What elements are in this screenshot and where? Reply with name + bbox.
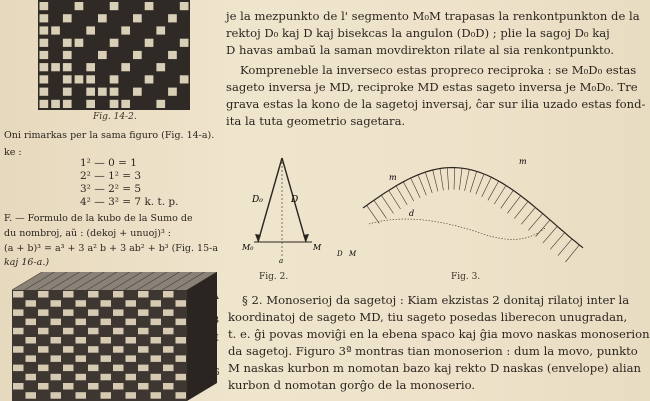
fig3-label-M: M xyxy=(349,250,357,258)
text-line: koordinatoj de sageto MD, tiu sageto posedas liberecon unugradan, xyxy=(228,310,628,324)
text-line: rektoj D₀ kaj D kaj bisekcas la angulon (D₀D) ; plie la sagoj D₀ kaj xyxy=(226,26,610,40)
fig2-label-a: a xyxy=(279,257,284,265)
equation-line: 2² — 1² = 3 xyxy=(80,170,142,182)
fig-2-diagram xyxy=(240,150,325,265)
text-line: je la mezpunkto de l' segmento M₀M trapasas la renkontpunkton de la xyxy=(226,9,640,23)
paragraph-3 xyxy=(228,292,650,394)
fig2-label-d: D xyxy=(291,195,299,205)
formula-line-3: (a + b)³ = a³ + 3 a² b + 3 ab² + b³ (Fig. 15-a xyxy=(4,243,219,254)
side-letter: E xyxy=(212,333,219,344)
text-line: t. e. ĝi povas moviĝi en la ebena spaco kaj ĝia movo naskas monoserion xyxy=(228,327,650,341)
text-line: kurbon d nomotan gorĝo de la monoserio. xyxy=(228,378,476,392)
side-letter: G xyxy=(212,367,220,378)
remark-line-2: ke : xyxy=(4,147,22,158)
fig3-label-m-left: m xyxy=(389,173,397,182)
fig3-label-m-top: m xyxy=(519,157,527,166)
fig2-label-d0: D₀ xyxy=(252,195,263,205)
difference-of-squares-equations xyxy=(80,157,178,209)
equation-line: 1² — 0 = 1 xyxy=(80,157,137,169)
formula-line-1: F. — Formulo de la kubo de la Sumo de xyxy=(4,213,193,224)
fig-3-caption: Fig. 3. xyxy=(451,272,481,282)
formula-line-2: du nombroj, aŭ : (dekoj + unuoj)³ : xyxy=(4,228,172,239)
fig3-label-d: d xyxy=(409,209,415,218)
side-letter: B xyxy=(212,315,219,326)
fig-3-diagram xyxy=(333,138,595,268)
fig3-label-D: D xyxy=(337,250,343,258)
fig-14-2-caption: Fig. 14-2. xyxy=(93,112,137,122)
fig2-label-m0: M₀ xyxy=(242,243,254,252)
fig-2-caption: Fig. 2. xyxy=(259,272,289,282)
paragraph-2 xyxy=(226,62,645,130)
fig-14-2-grid-illustration xyxy=(38,0,190,110)
text-line: sageto inversa je MD, reciproke MD estas sageto inversa je M₀D₀. Tre xyxy=(226,80,638,94)
equation-line: 4² — 3² = 7 k. t. p. xyxy=(80,196,179,208)
text-line: Kompreneble la inverseco estas propreco reciproka : se M₀D₀ estas xyxy=(240,63,637,77)
formula-line-4: kaj 16-a.) xyxy=(4,257,50,268)
fig2-label-m: M xyxy=(313,243,322,252)
text-line: D havas ambaŭ la saman movdirekton rilate al sia renkontpunkto. xyxy=(226,43,615,57)
text-line: ita la tuta geometrio sagetara. xyxy=(226,114,406,128)
remark-line-1: Oni rimarkas per la sama figuro (Fig. 14-a). xyxy=(4,130,215,141)
text-line: grava estas la kono de la sagetoj inversaj, ĉar sur ilia uzado estas fond- xyxy=(226,97,646,111)
cube-illustration xyxy=(12,272,217,401)
equation-line: 3² — 2² = 5 xyxy=(80,183,142,195)
text-line: § 2. Monoserioj da sagetoj : Kiam ekzistas 2 donitaj rilatoj inter la xyxy=(242,293,630,307)
paragraph-1 xyxy=(226,8,640,59)
text-line: da sagetoj. Figuro 3ª montras tian monoserion : dum la movo, punkto xyxy=(228,344,638,358)
side-letter: A xyxy=(212,291,219,302)
text-line: M naskas kurbon m nomotan bazo kaj rekto D naskas (envelope) alian xyxy=(228,361,641,375)
